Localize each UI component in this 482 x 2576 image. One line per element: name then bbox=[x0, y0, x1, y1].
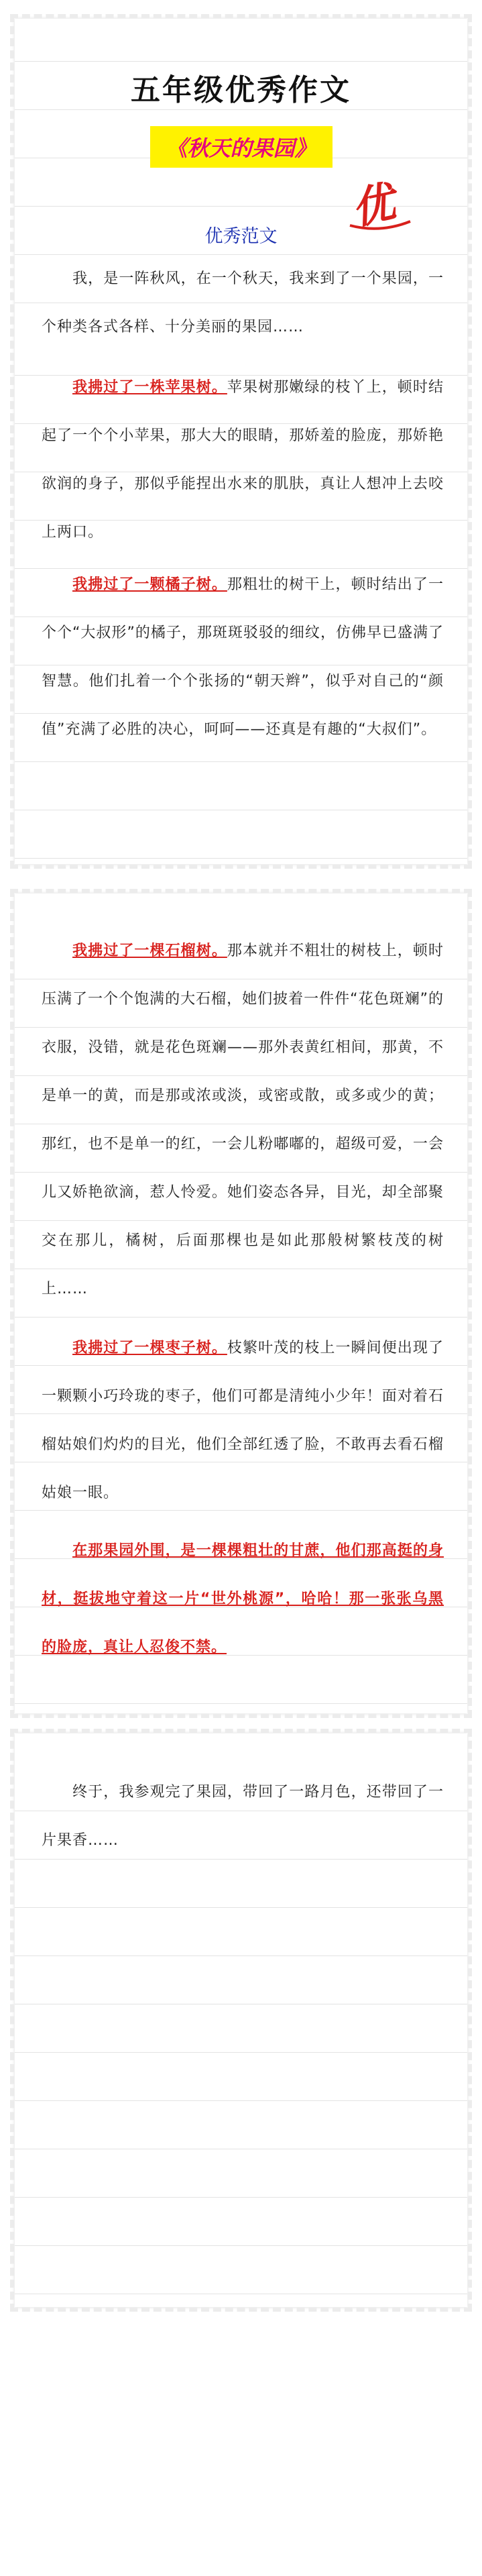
paragraph-4 bbox=[42, 927, 444, 1313]
paragraph-6 bbox=[42, 1527, 444, 1672]
paragraph-3-highlight: 我拂过了一颗橘子树。 bbox=[72, 576, 227, 593]
paragraph-1 bbox=[42, 255, 444, 352]
paragraph-7-text: 终于，我参观完了果园，带回了一路月色，还带回了一片果香…… bbox=[42, 1784, 444, 1849]
paragraph-5-highlight: 我拂过了一棵枣子树。 bbox=[72, 1340, 227, 1356]
paragraph-7 bbox=[42, 1768, 444, 1865]
paragraph-2-text: 苹果树那嫩绿的枝丫上，顿时结起了一个个小苹果，那大大的眼睛，那娇羞的脸庞，那娇艳欲润的身子，那似乎能捏出水来的肌肤，真让人想冲上去咬上两口。 bbox=[42, 379, 444, 541]
page-title: 五年级优秀作文 bbox=[131, 73, 351, 107]
essay-subtitle: 《秋天的果园》 bbox=[149, 126, 332, 168]
paragraph-4-highlight: 我拂过了一棵石榴树。 bbox=[72, 943, 227, 959]
paragraph-5-text: 枝繁叶茂的枝上一瞬间便出现了一颗颗小巧玲珑的枣子，他们可都是清纯小少年！面对着石榴姑娘们灼灼的目光，他们全部红透了脸，不敢再去看石榴姑娘一眼。 bbox=[42, 1340, 444, 1501]
paragraph-2-highlight: 我拂过了一株苹果树。 bbox=[72, 379, 227, 396]
paragraph-4-text: 那本就并不粗壮的树枝上，顿时压满了一个个饱满的大石榴，她们披着一件件“花色斑斓”的衣服，没错，就是花色斑斓——那外表黄红相间，那黄，不是单一的黄，而是那或浓或淡，或密或散，或多或少的黄；那红，也不是单一的红，一会儿粉嘟嘟的，超级可爱，一会儿又娇艳欲滴，惹人怜爱。她们姿态各异，目光，却全部聚交在那儿，橘树，后面那棵也是如此那般树繁枝茂的树上…… bbox=[42, 943, 444, 1297]
paragraph-2 bbox=[42, 364, 444, 557]
essay-label: 优秀范文 bbox=[204, 226, 278, 247]
paragraph-5 bbox=[42, 1324, 444, 1517]
stamp-text: 优 bbox=[347, 176, 400, 235]
essay-card-3 bbox=[15, 1733, 467, 2307]
paragraph-6-text: 在那果园外围，是一棵棵粗壮的甘蔗，他们那高挺的身材，挺拔地守着这一片“世外桃源”，哈哈！那一张张乌黑的脸庞，真让人忍俊不禁。 bbox=[42, 1542, 444, 1656]
paragraph-3-text: 那粗壮的树干上，顿时结出了一个个“大叔形”的橘子，那斑斑驳驳的细纹，仿佛早已盛满了智慧。他们扎着一个个张扬的“朝天辫”，似乎对自己的“颜值”充满了必胜的决心，呵呵——还真是有趣的“大叔们”。 bbox=[42, 576, 444, 738]
essay-card-2 bbox=[15, 894, 467, 1713]
essay-card-1 bbox=[15, 19, 467, 864]
paragraph-3 bbox=[42, 561, 444, 754]
paragraph-1-text: 我，是一阵秋风，在一个秋天，我来到了一个果园，一个种类各式各样、十分美丽的果园…… bbox=[42, 270, 444, 335]
